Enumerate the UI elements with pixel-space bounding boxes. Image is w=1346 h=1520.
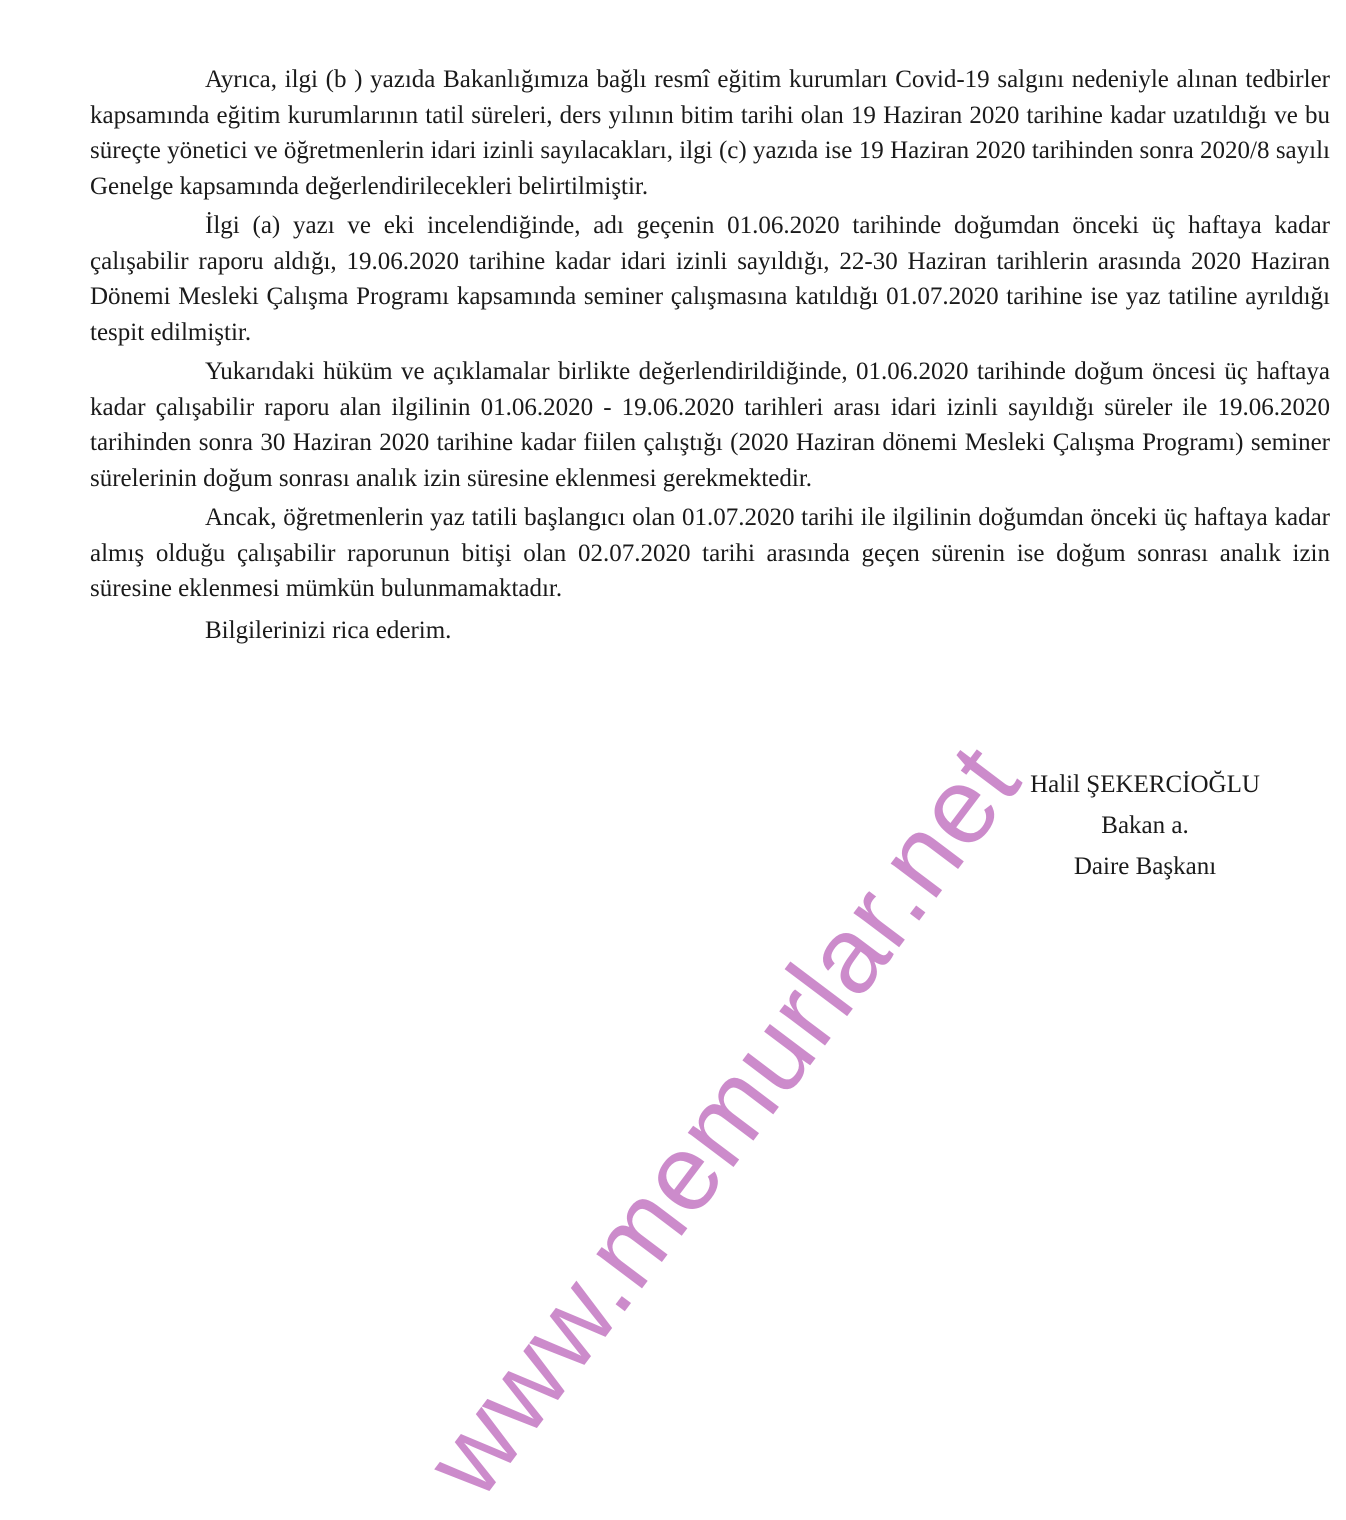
document-body bbox=[90, 62, 1330, 648]
paragraph-1: Ayrıca, ilgi (b ) yazıda Bakanlığımıza bağlı resmî eğitim kurumları Covid-19 salgını nedeniyle alınan tedbirler kapsamında eğitim kurumlarının tatil süreleri, ders yılının bitim tarihi olan 19 Haziran 2020 tarihine kadar uzatıldığı ve bu süreçte yönetici ve öğretmenlerin idari izinli sayılacakları, ilgi (c) yazıda ise 19 Haziran 2020 tarihinden sonra 2020/8 sayılı Genelge kapsamında değerlendirilecekleri belirtilmiştir. bbox=[90, 66, 1330, 200]
signatory-name: Halil ŞEKERCİOĞLU bbox=[1030, 771, 1260, 798]
paragraph-2: İlgi (a) yazı ve eki incelendiğinde, adı geçenin 01.06.2020 tarihinde doğumdan önceki üç haftaya kadar çalışabilir raporu aldığı, 19.06.2020 tarihine kadar idari izinli sayıldığı, 22-30 Haziran tarihlerin arasında 2020 Haziran Dönemi Mesleki Çalışma Programı kapsamında seminer çalışmasına katıldığı 01.07.2020 tarihine ise yaz tatiline ayrıldığı tespit edilmiştir. bbox=[90, 212, 1330, 346]
watermark-text: www.memurlar.net bbox=[401, 722, 1043, 1518]
closing-sentence: Bilgilerinizi rica ederim. bbox=[205, 616, 452, 644]
signatory-title-1: Bakan a. bbox=[1101, 812, 1189, 839]
paragraph-4: Ancak, öğretmenlerin yaz tatili başlangıcı olan 01.07.2020 tarihi ile ilgilinin doğumdan önceki üç haftaya kadar almış olduğu çalışabilir raporunun bitişi olan 02.07.2020 tarihi arasında geçen sürenin ise doğum sonrası analık izin süresine eklenmesi mümkün bulunmamaktadır. bbox=[90, 504, 1330, 602]
paragraph-3: Yukarıdaki hüküm ve açıklamalar birlikte değerlendirildiğinde, 01.06.2020 tarihinde doğum öncesi üç haftaya kadar çalışabilir raporu alan ilgilinin 01.06.2020 - 19.06.2020 tarihleri arası idari izinli sayıldığı süreler ile 19.06.2020 tarihinden sonra 30 Haziran 2020 tarihine kadar fiilen çalıştığı (2020 Haziran dönemi Mesleki Çalışma Programı) seminer sürelerinin doğum sonrası analık izin süresine eklenmesi gerekmektedir. bbox=[90, 358, 1330, 492]
signatory-title-2: Daire Başkanı bbox=[1073, 853, 1217, 880]
signature-block bbox=[990, 764, 1300, 887]
